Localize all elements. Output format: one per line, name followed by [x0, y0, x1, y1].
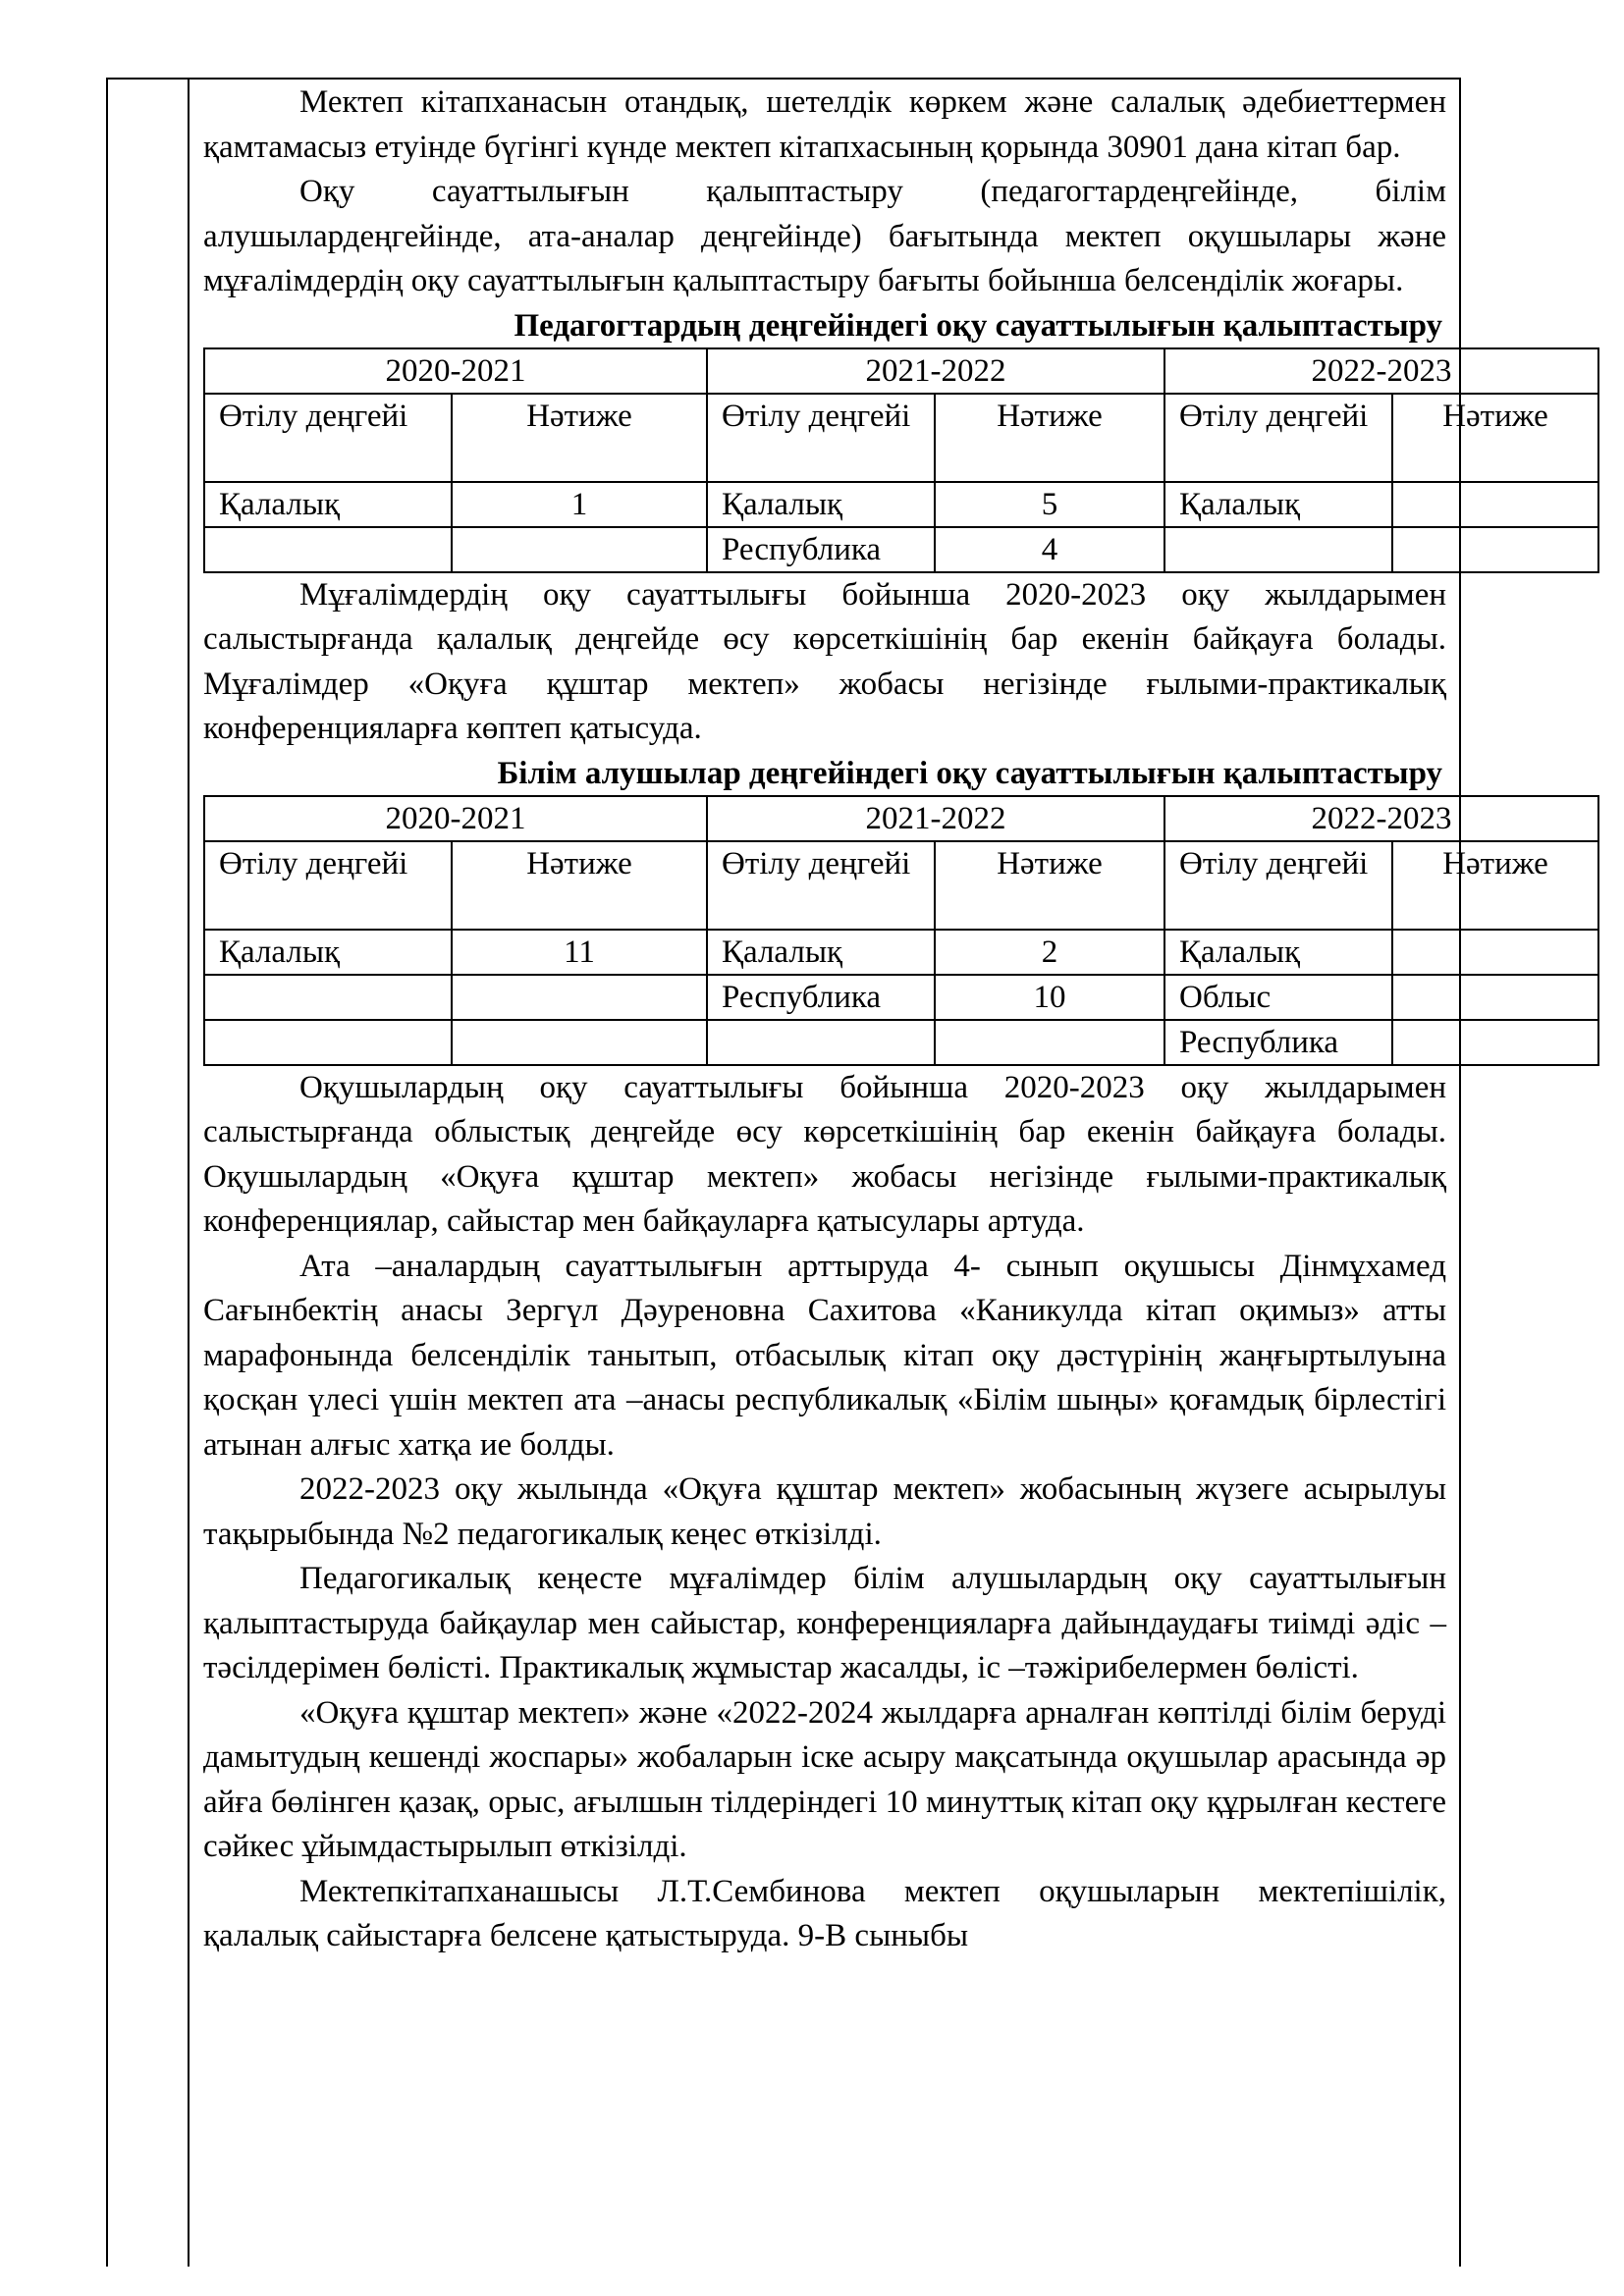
table-cell: [1392, 930, 1598, 975]
table-row: [204, 841, 1598, 930]
table-cell: [204, 1020, 452, 1065]
table-cell: [204, 975, 452, 1020]
table-cell: 10: [935, 975, 1164, 1020]
students-literacy-table: [203, 795, 1599, 1066]
level-header-cell: Өтілу деңгейі: [204, 841, 452, 930]
year-cell: 2020-2021: [204, 796, 707, 841]
paragraph-librarian: Мектепкітапханашысы Л.Т.Сембинова мектеп оқушыларын мектепішілік, қалалық сайыстарға белсене қатыстыруда. 9-В сыныбы: [203, 1873, 1446, 1953]
result-header-cell: Нәтиже: [452, 841, 707, 930]
table-cell: [1392, 527, 1598, 572]
table1-heading: Педагогтардың деңгейіндегі оқу сауаттылығын қалыптастыру: [514, 307, 1442, 344]
year-cell: 2022-2023: [1164, 796, 1598, 841]
table-cell: Республика: [707, 975, 935, 1020]
year-cell: 2022-2023: [1164, 348, 1598, 394]
table-cell: Қалалық: [204, 482, 452, 527]
table-cell: Қалалық: [1164, 930, 1392, 975]
level-header-cell: Өтілу деңгейі: [204, 394, 452, 482]
level-header-cell: Өтілу деңгейі: [707, 394, 935, 482]
result-header-cell: Нәтиже: [1392, 394, 1598, 482]
table-row: [204, 527, 1598, 572]
table-cell: 4: [935, 527, 1164, 572]
table-cell: [707, 1020, 935, 1065]
frame-inner-line: [188, 78, 189, 2267]
table-cell: [452, 975, 707, 1020]
result-header-cell: Нәтиже: [935, 841, 1164, 930]
table-cell: 5: [935, 482, 1164, 527]
year-cell: 2021-2022: [707, 796, 1164, 841]
table-cell: 2: [935, 930, 1164, 975]
result-header-cell: Нәтиже: [452, 394, 707, 482]
result-header-cell: Нәтиже: [1392, 841, 1598, 930]
table2-wrapper: [203, 795, 1548, 1066]
frame-left-line: [106, 78, 108, 2267]
paragraph-library-stock: Мектеп кітапханасын отандық, шетелдік көркем және салалық әдебиеттермен қамтамасыз етуінде бүгінгі күнде мектеп кітапхасының қорында 30901 дана кітап бар.: [203, 84, 1446, 165]
table-cell: Республика: [707, 527, 935, 572]
paragraph-students-growth: Оқушылардың оқу сауаттылығы бойынша 2020-2023 оқу жылдарымен салыстырғанда облыстық деңгейде өсу көрсеткішінің бар екенін байқауға болады. Оқушылардың «Оқуға құштар мектеп» жобасы негізінде ғылыми-практикалық конференциялар, сайыстар мен байқауларға қатысулары артуда.: [203, 1069, 1446, 1239]
table2-heading: Білім алушылар деңгейіндегі оқу сауаттылығын қалыптастыру: [497, 755, 1442, 791]
table-cell: [1392, 1020, 1598, 1065]
table-row: [204, 975, 1598, 1020]
year-cell: 2020-2021: [204, 348, 707, 394]
table-cell: Қалалық: [707, 930, 935, 975]
table-cell: Республика: [1164, 1020, 1392, 1065]
table-row: [204, 796, 1598, 841]
table-cell: [935, 1020, 1164, 1065]
table-cell: Қалалық: [707, 482, 935, 527]
level-header-cell: Өтілу деңгейі: [707, 841, 935, 930]
level-header-cell: Өтілу деңгейі: [1164, 394, 1392, 482]
table-row: [204, 930, 1598, 975]
table-row: [204, 348, 1598, 394]
year-cell: 2021-2022: [707, 348, 1164, 394]
paragraph-reading-literacy: Оқу сауаттылығын қалыптастыру (педагогтардеңгейінде, білім алушылардеңгейінде, ата-аналар деңгейінде) бағытында мектеп оқушылары және мұғалімдердің оқу сауаттылығын қалыптастыру бағыты бойынша белсенділік жоғары.: [203, 174, 1446, 298]
table-row: [204, 482, 1598, 527]
table-cell: [1392, 975, 1598, 1020]
level-header-cell: Өтілу деңгейі: [1164, 841, 1392, 930]
table-cell: 1: [452, 482, 707, 527]
table-cell: [452, 527, 707, 572]
paragraph-parents-literacy: Ата –аналардың сауаттылығын арттыруда 4- сынып оқушысы Дінмұхамед Сағынбектің анасы Зергүл Дәуреновна Сахитова «Каникулда кітап оқимыз» атты марафонында белсенділік танытып, отбасылық кітап оқу дәстүрінің жаңғыртылуына қосқан үлесі үшін мектеп ата –анасы республикалық «Білім шыңы» қоғамдық бірлестігі атынан алғыс хатқа ие болды.: [203, 1248, 1446, 1463]
paragraph-pedagogical-council: 2022-2023 оқу жылында «Оқуға құштар мектеп» жобасының жүзеге асырылуы тақырыбында №2 педагогикалық кеңес өткізілді.: [203, 1471, 1446, 1552]
paragraph-council-sharing: Педагогикалық кеңесте мұғалімдер білім алушылардың оқу сауаттылығын қалыптастыруда байқаулар мен сайыстар, конференцияларға дайындаудағы тиімді әдіс –тәсілдерімен бөлісті. Практикалық жұмыстар жасалды, іс –тәжірибелермен бөлісті.: [203, 1561, 1446, 1685]
paragraph-multilingual-plan: «Оқуға құштар мектеп» және «2022-2024 жылдарға арналған көптілді білім беруді дамытудың кешенді жоспары» жобаларын іске асыру мақсатында оқушылар арасында әр айға бөлінген қазақ, орыс, ағылшын тілдеріндегі 10 минуттық кітап оқу құрылған кестеге сәйкес ұйымдастырылып өткізілді.: [203, 1694, 1446, 1864]
table-cell: Облыс: [1164, 975, 1392, 1020]
table-cell: [1392, 482, 1598, 527]
table-cell: Қалалық: [1164, 482, 1392, 527]
paragraph-teachers-growth: Мұғалімдердің оқу сауаттылығы бойынша 2020-2023 оқу жылдарымен салыстырғанда қалалық деңгейде өсу көрсеткішінің бар екенін байқауға болады. Мұғалімдер «Оқуға құштар мектеп» жобасы негізінде ғылыми-практикалық конференцияларға көптеп қатысуда.: [203, 576, 1446, 746]
document-body: [203, 80, 1548, 2267]
table-cell: Қалалық: [204, 930, 452, 975]
table-cell: [1164, 527, 1392, 572]
frame-top-line: [106, 78, 1461, 80]
table-cell: [204, 527, 452, 572]
table-row: [204, 1020, 1598, 1065]
table-cell: [452, 1020, 707, 1065]
table-row: [204, 394, 1598, 482]
table-cell: 11: [452, 930, 707, 975]
table1-wrapper: [203, 347, 1548, 573]
result-header-cell: Нәтиже: [935, 394, 1164, 482]
teachers-literacy-table: [203, 347, 1599, 573]
